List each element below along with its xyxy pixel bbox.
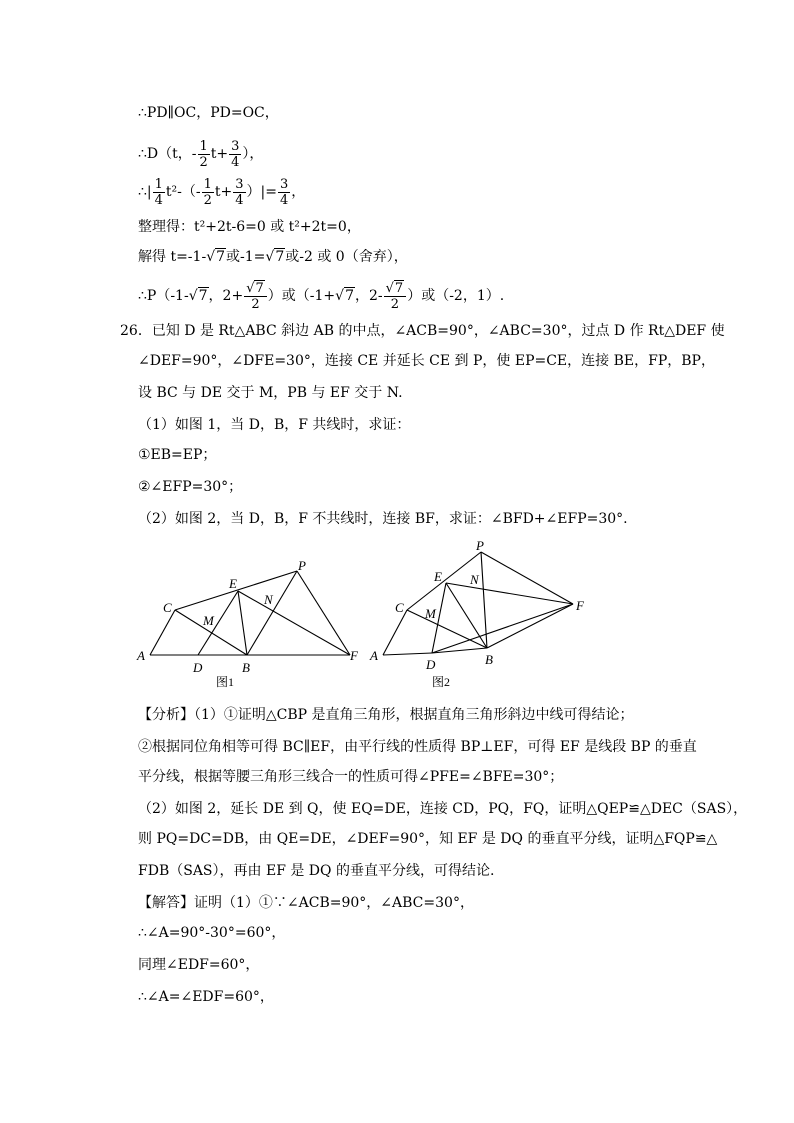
line-bf	[487, 604, 573, 648]
label-n: N	[264, 592, 273, 607]
figure-1	[150, 571, 350, 655]
fraction-numerator: 3	[231, 138, 240, 154]
fraction-numerator: 3	[279, 176, 289, 192]
problem-part-1a: ①EB=EP；	[138, 447, 217, 463]
label-m: M	[425, 606, 436, 621]
radicand: 7	[275, 249, 285, 265]
figure-2-labels	[369, 538, 585, 689]
line-ad	[383, 653, 432, 655]
text-line-d-coord	[138, 134, 263, 174]
text-segment: 解得 t=-1-	[138, 249, 207, 265]
label-d: D	[426, 657, 436, 672]
line-ef	[238, 591, 350, 655]
fraction-numerator: √7	[384, 281, 407, 297]
problem-part-2: （2）如图 2，当 D，B，F 不共线时，连接 BF，求证：∠BFD+∠EFP=30°.	[138, 511, 628, 527]
text-segment: 或-2 或 0（舍弃），	[285, 249, 408, 265]
sqrt-seven: √7	[335, 288, 354, 304]
text-line-abs-equation	[138, 172, 305, 212]
fraction-numerator: 3	[235, 176, 244, 192]
label-p: P	[298, 558, 306, 573]
text-segment: ，2-	[354, 288, 383, 304]
text-line-solutions	[138, 248, 408, 266]
radicand: 7	[255, 280, 264, 296]
label-f: F	[576, 598, 584, 613]
fraction-three-quarters	[278, 177, 290, 208]
fraction-numerator: 1	[199, 138, 208, 154]
problem-part-1: （1）如图 1，当 D，B，F 共线时，求证：	[138, 417, 411, 433]
fraction-denominator: 4	[235, 192, 244, 208]
fraction-denominator: 2	[199, 154, 208, 170]
text-segment: ）|=	[246, 184, 277, 200]
text-segment: t+	[214, 184, 233, 200]
text-line-p-coords	[138, 274, 504, 318]
radicand: 7	[394, 280, 404, 296]
fraction-numerator: 1	[154, 176, 163, 192]
text-segment: ），	[242, 146, 264, 162]
text-segment: ）或（-1+	[267, 288, 336, 304]
label-a: A	[137, 648, 145, 663]
figure-1-labels	[136, 558, 359, 689]
problem-statement: ∠DEF=90°，∠DFE=30°，连接 CE 并延长 CE 到 P，使 EP=CE，连接 BE，FP，BP，	[138, 353, 715, 369]
label-a: A	[370, 648, 378, 663]
analysis-line: 则 PQ=DC=DB，由 QE=DE，∠DEF=90°，知 EF 是 DQ 的垂直平分线，证明△FQP≌△	[138, 831, 718, 847]
analysis-line: ②根据同位角相等可得 BC∥EF，由平行线的性质得 BP⊥EF，可得 EF 是线段 BP 的垂直	[138, 739, 697, 755]
fraction-numerator: 1	[203, 176, 212, 192]
fraction-three-quarters	[233, 177, 245, 208]
sqrt-seven: √7	[206, 249, 226, 265]
radicand: 7	[198, 288, 208, 304]
fraction-denominator: 4	[231, 154, 240, 170]
solution-line: ∴∠A=90°-30°=60°，	[138, 925, 286, 941]
fraction-numerator: √7	[244, 281, 267, 297]
sqrt-seven: √7	[265, 249, 285, 265]
analysis-line: （2）如图 2，延长 DE 到 Q，使 EQ=DE，连接 CD，PQ，FQ，证明△QEP≌△DEC（SAS），	[138, 801, 748, 817]
line-pf	[297, 571, 350, 655]
text-segment: ，	[291, 184, 306, 200]
label-e: E	[229, 576, 237, 591]
analysis-line: 【分析】（1）①证明△CBP 是直角三角形，根据直角三角形斜边中线可得结论；	[138, 707, 634, 723]
fraction-denominator: 2	[251, 296, 260, 312]
line-ac	[150, 610, 175, 655]
figure-2	[383, 552, 573, 655]
fraction-half	[198, 139, 210, 170]
line-ac	[383, 610, 407, 655]
text-line: 整理得：t²+2t-6=0 或 t²+2t=0，	[138, 219, 361, 235]
label-f: F	[350, 648, 358, 663]
text-segment: t+	[210, 146, 229, 162]
label-c: C	[163, 600, 172, 615]
text-segment: ）或（-2，1）.	[407, 288, 505, 304]
fraction-sqrt7-half	[384, 281, 407, 312]
label-d: D	[193, 660, 203, 675]
text-segment: ∴P（-1-	[138, 288, 189, 304]
line-df	[432, 604, 573, 653]
analysis-line: 平分线，根据等腰三角形三线合一的性质可得∠PFE=∠BFE=30°；	[138, 769, 564, 785]
text-segment: ∴|	[138, 184, 152, 200]
label-n: N	[470, 572, 479, 587]
label-b: B	[485, 652, 493, 667]
radicand: 7	[216, 249, 226, 265]
geometry-figures	[0, 538, 794, 698]
fraction-denominator: 4	[154, 192, 163, 208]
solution-line: ∴∠A=∠EDF=60°，	[138, 989, 274, 1005]
fraction-sqrt7-half	[244, 281, 267, 312]
line-bp	[247, 571, 297, 655]
figure-2-caption: 图2	[432, 675, 451, 689]
problem-statement: 设 BC 与 DE 交于 M，PB 与 EF 交于 N.	[138, 385, 403, 401]
figure-1-caption: 图1	[216, 675, 235, 689]
fraction-quarter	[153, 177, 165, 208]
radicand: 7	[345, 288, 354, 304]
text-segment: t²-（-	[165, 184, 201, 200]
fraction-denominator: 4	[279, 192, 289, 208]
text-line: ∴PD∥OC，PD=OC，	[138, 105, 279, 121]
line-pb	[481, 552, 487, 648]
solution-line: 同理∠EDF=60°，	[138, 957, 260, 973]
fraction-half	[202, 177, 214, 208]
label-p: P	[476, 538, 484, 553]
fraction-denominator: 2	[203, 192, 212, 208]
label-e: E	[434, 569, 442, 584]
sqrt-seven: √7	[188, 288, 208, 304]
problem-part-1b: ②∠EFP=30°；	[138, 479, 243, 495]
fraction-three-quarters	[229, 139, 241, 170]
text-segment: ∴D（t，-	[138, 146, 197, 162]
text-segment: 或-1=	[226, 249, 266, 265]
problem-statement: 26．已知 D 是 Rt△ABC 斜边 AB 的中点，∠ACB=90°，∠ABC=30°，过点 D 作 Rt△DEF 使	[120, 323, 725, 339]
label-m: M	[203, 613, 214, 628]
line-eb	[238, 591, 247, 655]
fraction-denominator: 2	[390, 296, 400, 312]
solution-line: 【解答】证明（1）①∵∠ACB=90°，∠ABC=30°，	[138, 895, 474, 911]
label-c: C	[395, 600, 404, 615]
analysis-line: FDB（SAS），再由 EF 是 DQ 的垂直平分线，可得结论.	[138, 863, 495, 879]
label-b: B	[242, 660, 250, 675]
text-segment: ，2+	[208, 288, 244, 304]
